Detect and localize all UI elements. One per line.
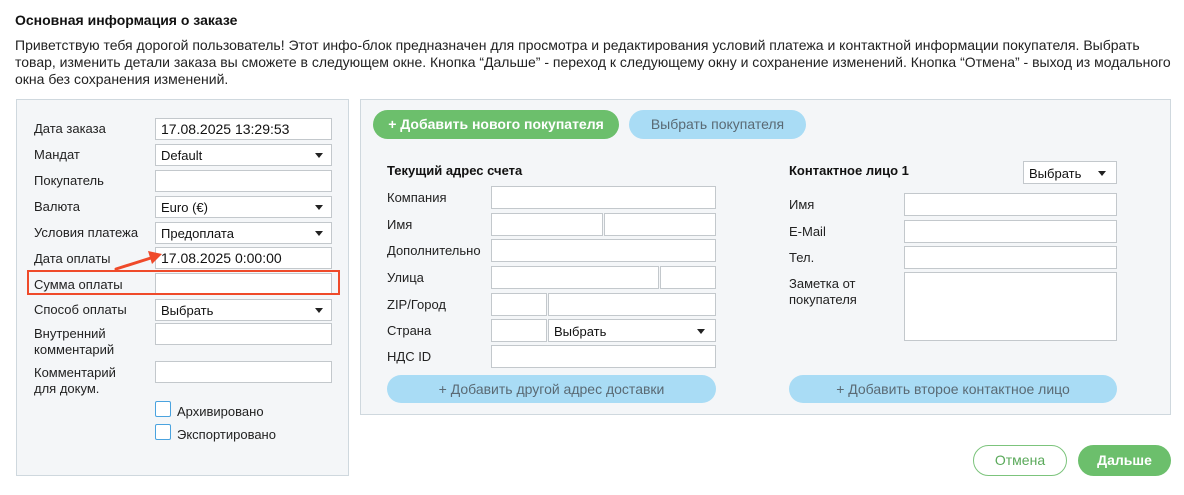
payment-amount-label: Сумма оплаты (34, 277, 123, 292)
archived-label: Архивировано (177, 404, 264, 419)
exported-checkbox[interactable] (155, 424, 171, 440)
internal-comment-label-line2: комментарий (34, 342, 115, 357)
doc-comment-input[interactable] (155, 361, 332, 383)
extra-label: Дополнительно (387, 243, 481, 258)
payment-date-label: Дата оплаты (34, 251, 111, 266)
annotation-arrow-icon (110, 245, 170, 275)
company-input[interactable] (491, 186, 716, 209)
chevron-down-icon (1098, 171, 1106, 176)
currency-select[interactable] (155, 196, 332, 218)
next-button[interactable]: Дальше (1078, 445, 1171, 476)
order-date-label: Дата заказа (34, 121, 106, 136)
chevron-down-icon (697, 329, 705, 334)
phone-label: Тел. (789, 250, 815, 265)
billing-address-heading: Текущий адрес счета (387, 163, 523, 178)
cancel-button[interactable]: Отмена (973, 445, 1067, 476)
buyer-label: Покупатель (34, 173, 104, 188)
internal-comment-label-line1: Внутренний (34, 326, 106, 341)
payment-terms-label: Условия платежа (34, 225, 139, 240)
country-select[interactable] (548, 319, 716, 342)
company-label: Компания (387, 190, 447, 205)
street-label: Улица (387, 270, 424, 285)
choose-buyer-button[interactable]: Выбрать покупателя (629, 110, 806, 139)
chevron-down-icon (315, 308, 323, 313)
currency-label: Валюта (34, 199, 80, 214)
add-second-contact-button[interactable]: + Добавить второе контактное лицо (789, 375, 1117, 403)
phone-input[interactable] (904, 246, 1117, 269)
doc-comment-label-line2: для докум. (34, 381, 100, 396)
page-title: Основная информация о заказе (15, 12, 238, 28)
vat-id-input[interactable] (491, 345, 716, 368)
contact-name-input[interactable] (904, 193, 1117, 216)
add-buyer-button[interactable]: + Добавить нового покупателя (373, 110, 619, 139)
country-code-input[interactable] (491, 319, 547, 342)
add-delivery-address-button[interactable]: + Добавить другой адрес доставки (387, 375, 716, 403)
doc-comment-label-line1: Комментарий (34, 365, 116, 380)
chevron-down-icon (315, 205, 323, 210)
buyer-note-label-line2: покупателя (789, 292, 857, 307)
email-label: E-Mail (789, 224, 826, 239)
order-date-input[interactable]: 17.08.2025 13:29:53 (155, 118, 332, 140)
intro-text: Приветствую тебя дорогой пользователь! Этот инфо-блок предназначен для просмотра и редактирования условий платежа и контактной информации покупателя. Выбрать товар, изменить детали заказа вы сможете в следующем окне. Кнопка “Дальше” - переход к следующему окну и сохранение изменений. Кнопка “Отмена” - выход из модального окна без сохранения изменений. (15, 37, 1171, 87)
vat-id-label: НДС ID (387, 349, 432, 364)
exported-label: Экспортировано (177, 427, 276, 442)
payment-terms-select[interactable] (155, 222, 332, 244)
internal-comment-input[interactable] (155, 323, 332, 345)
buyer-note-textarea[interactable] (904, 272, 1117, 341)
last-name-input[interactable] (604, 213, 716, 236)
email-input[interactable] (904, 220, 1117, 243)
extra-input[interactable] (491, 239, 716, 262)
billing-name-label: Имя (387, 217, 413, 232)
contact-choose-value: Выбрать (1029, 166, 1082, 181)
buyer-input[interactable] (155, 170, 332, 192)
mandate-select[interactable] (155, 144, 332, 166)
zip-city-label: ZIP/Город (387, 297, 446, 312)
currency-value: Euro (€) (161, 200, 208, 215)
buyer-note-label-line1: Заметка от (789, 276, 856, 291)
archived-checkbox[interactable] (155, 401, 171, 417)
buyer-panel (360, 99, 1171, 415)
city-input[interactable] (548, 293, 716, 316)
internal-comment-label (34, 326, 114, 358)
payment-date-input[interactable]: 17.08.2025 0:00:00 (155, 247, 332, 269)
payment-method-value: Выбрать (161, 303, 214, 318)
street-input[interactable] (491, 266, 659, 289)
doc-comment-label (34, 365, 116, 397)
country-value: Выбрать (554, 324, 607, 339)
chevron-down-icon (315, 153, 323, 158)
mandate-label: Мандат (34, 147, 80, 162)
payment-terms-value: Предоплата (161, 226, 234, 241)
contact-person-heading: Контактное лицо 1 (789, 163, 909, 178)
zip-input[interactable] (491, 293, 547, 316)
contact-choose-select[interactable] (1023, 161, 1117, 184)
country-label: Страна (387, 323, 432, 338)
house-number-input[interactable] (660, 266, 716, 289)
payment-method-label: Способ оплаты (34, 302, 127, 317)
chevron-down-icon (315, 231, 323, 236)
first-name-input[interactable] (491, 213, 603, 236)
highlight-box (27, 270, 340, 295)
payment-method-select[interactable] (155, 299, 332, 321)
contact-name-label: Имя (789, 197, 815, 212)
buyer-note-label (789, 276, 857, 308)
mandate-value: Default (161, 148, 203, 163)
